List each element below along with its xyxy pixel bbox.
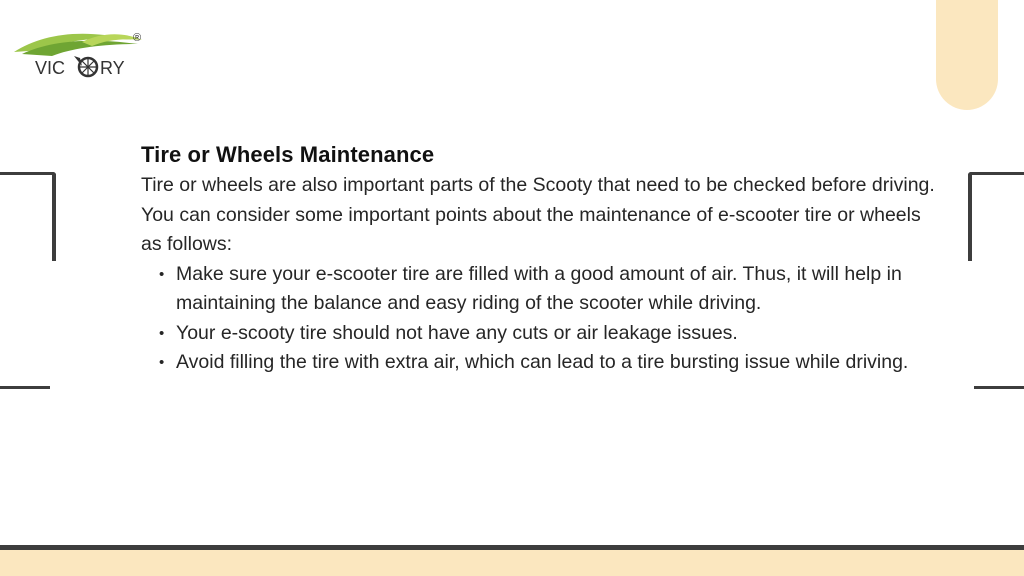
slide-title: Tire or Wheels Maintenance bbox=[141, 142, 435, 167]
bullet-list bbox=[141, 260, 941, 378]
victory-logo bbox=[12, 26, 152, 82]
bullet-item: • Avoid filling the tire with extra air, which can lead to a tire bursting issue while driving. bbox=[159, 348, 941, 378]
intro-paragraph: Tire or wheels are also important parts of the Scooty that need to be checked before driving. You can consider some important points about the maintenance of e-scooter tire or wheels as follows: bbox=[141, 174, 935, 255]
slide-content bbox=[141, 140, 941, 378]
svg-text:VIC: VIC bbox=[35, 58, 66, 78]
bullet-item: • Your e-scooty tire should not have any cuts or air leakage issues. bbox=[159, 319, 941, 349]
registered-mark: ® bbox=[133, 32, 142, 44]
svg-text:RY: RY bbox=[100, 58, 125, 78]
right-frame-line bbox=[974, 386, 1024, 389]
right-frame-bracket bbox=[968, 172, 1024, 261]
left-frame-bracket bbox=[0, 172, 56, 261]
footer-band bbox=[0, 550, 1024, 576]
leaf-logo-icon bbox=[12, 26, 152, 82]
top-accent-tab bbox=[936, 0, 998, 110]
bullet-item: • Make sure your e-scooter tire are filled with a good amount of air. Thus, it will help in maintaining the balance and easy riding of the scooter while driving. bbox=[159, 260, 941, 319]
left-frame-line bbox=[0, 386, 50, 389]
